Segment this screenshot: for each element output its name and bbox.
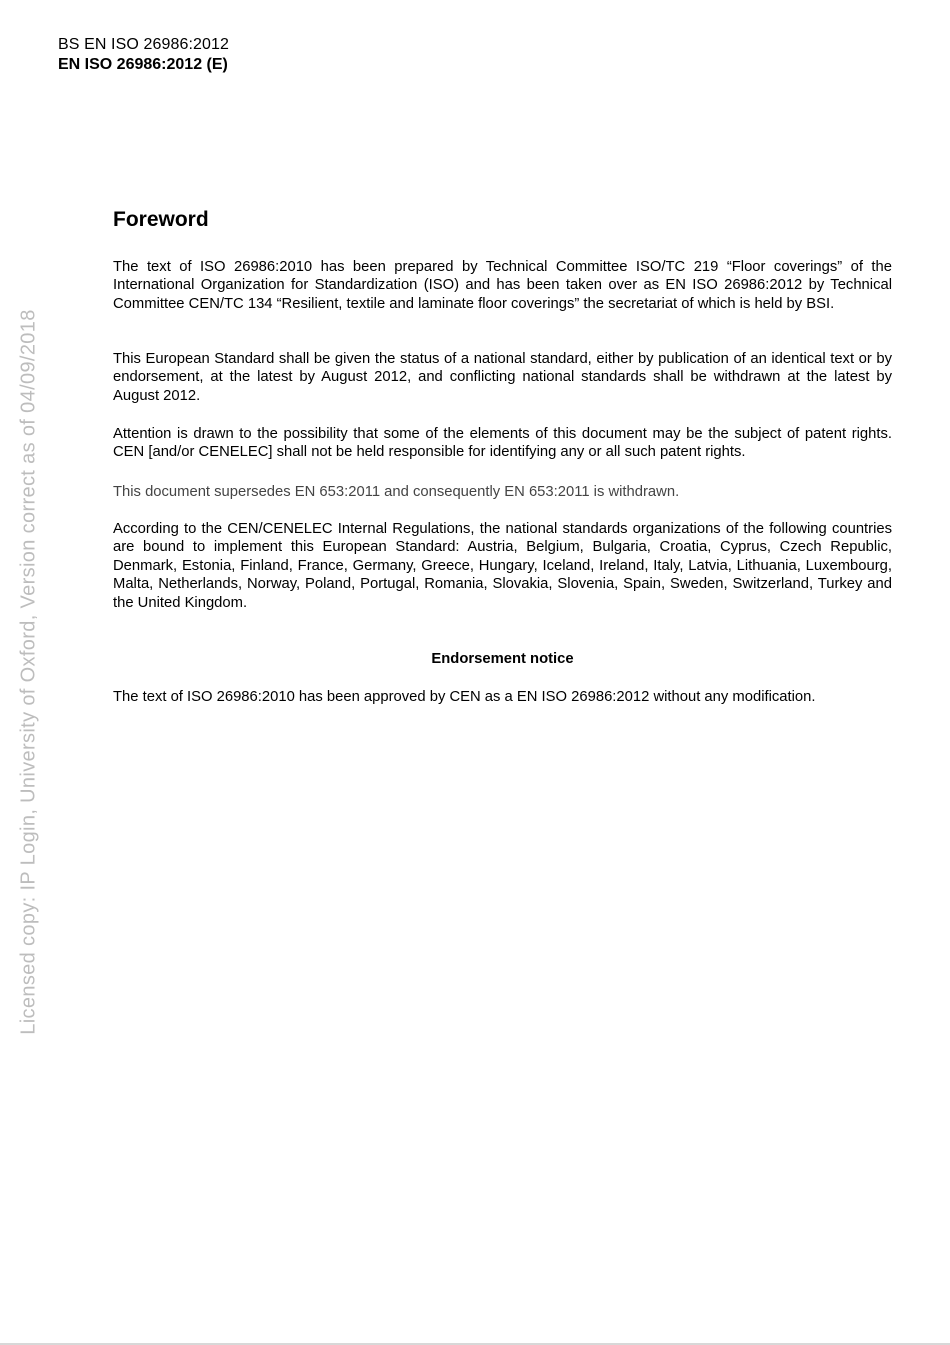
foreword-heading: Foreword xyxy=(113,208,209,231)
foreword-paragraph-status: This European Standard shall be given the status of a national standard, either by publication of an identical text or by endorsement, at the latest by August 2012, and conflicting national standards shall be withdrawn at the latest by August 2012. xyxy=(113,351,892,404)
document-header xyxy=(58,35,229,75)
foreword-paragraph-patent: Attention is drawn to the possibility that some of the elements of this document may be the subject of patent rights. CEN [and/or CENELEC] shall not be held responsible for identifying any or all such patent rights. xyxy=(113,426,892,461)
license-watermark: Licensed copy: IP Login, University of Oxford, Version correct as of 04/09/2018 xyxy=(17,309,40,1035)
foreword-paragraph-supersedes: This document supersedes EN 653:2011 and consequently EN 653:2011 is withdrawn. xyxy=(113,484,680,500)
foreword-paragraph-countries: According to the CEN/CENELEC Internal Regulations, the national standards organizations of the following countries are bound to implement this European Standard: Austria, Belgium, Bulgaria, Croatia, Cyprus, Czech Republic, Denmark, Estonia, Finland, France, Germany, Greece, Hungary, Iceland, Ireland, Italy, Latvia, Lithuania, Luxembourg, Malta, Netherlands, Norway, Poland, Portugal, Romania, Slovakia, Slovenia, Spain, Sweden, Switzerland, Turkey and the United Kingdom. xyxy=(113,521,892,611)
header-standard-edition: EN ISO 26986:2012 (E) xyxy=(58,56,228,73)
endorsement-heading: Endorsement notice xyxy=(431,651,574,667)
foreword-paragraph-preparation: The text of ISO 26986:2010 has been prepared by Technical Committee ISO/TC 219 “Floor coverings” of the International Organization for Standardization (ISO) and has been taken over as EN ISO 26986:2012 by Technical Committee CEN/TC 134 “Resilient, textile and laminate floor coverings” the secretariat of which is held by BSI. xyxy=(113,259,892,312)
header-standard-number: BS EN ISO 26986:2012 xyxy=(58,36,229,53)
endorsement-paragraph: The text of ISO 26986:2010 has been approved by CEN as a EN ISO 26986:2012 without any modification. xyxy=(113,689,816,705)
